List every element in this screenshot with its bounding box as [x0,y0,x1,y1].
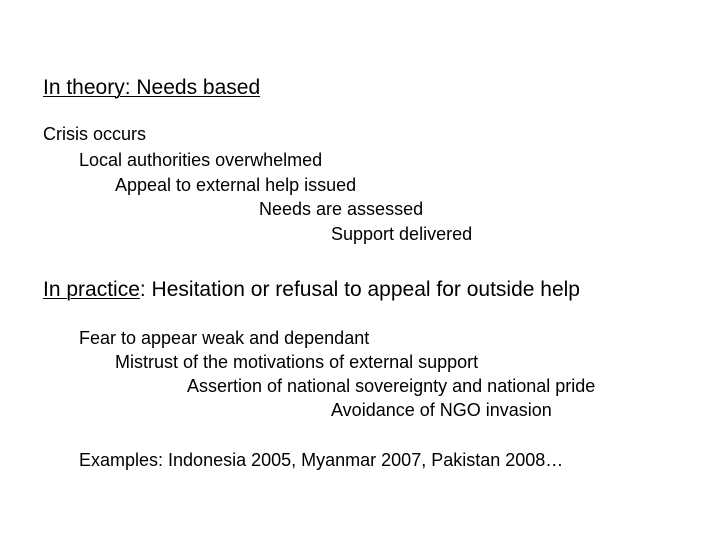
theory-step-appeal: Appeal to external help issued [115,175,357,195]
practice-examples: Examples: Indonesia 2005, Myanmar 2007, Pakistan 2008… [79,450,564,470]
theory-step-needs-assessed: Needs are assessed [259,199,424,219]
practice-heading [43,279,580,300]
practice-heading-label: In practice [43,278,140,301]
practice-heading-rest: : Hesitation or refusal to appeal for outside help [139,278,580,301]
practice-reason-weak: Fear to appear weak and dependant [79,328,370,348]
theory-step-local-authorities: Local authorities overwhelmed [79,150,323,170]
theory-step-crisis: Crisis occurs [43,124,147,144]
practice-reason-mistrust: Mistrust of the motivations of external support [115,352,479,372]
theory-heading: In theory: Needs based [43,76,261,99]
practice-reason-ngo: Avoidance of NGO invasion [331,400,552,420]
theory-step-support-delivered: Support delivered [331,224,473,244]
practice-reason-sovereignty: Assertion of national sovereignty and national pride [187,376,596,396]
